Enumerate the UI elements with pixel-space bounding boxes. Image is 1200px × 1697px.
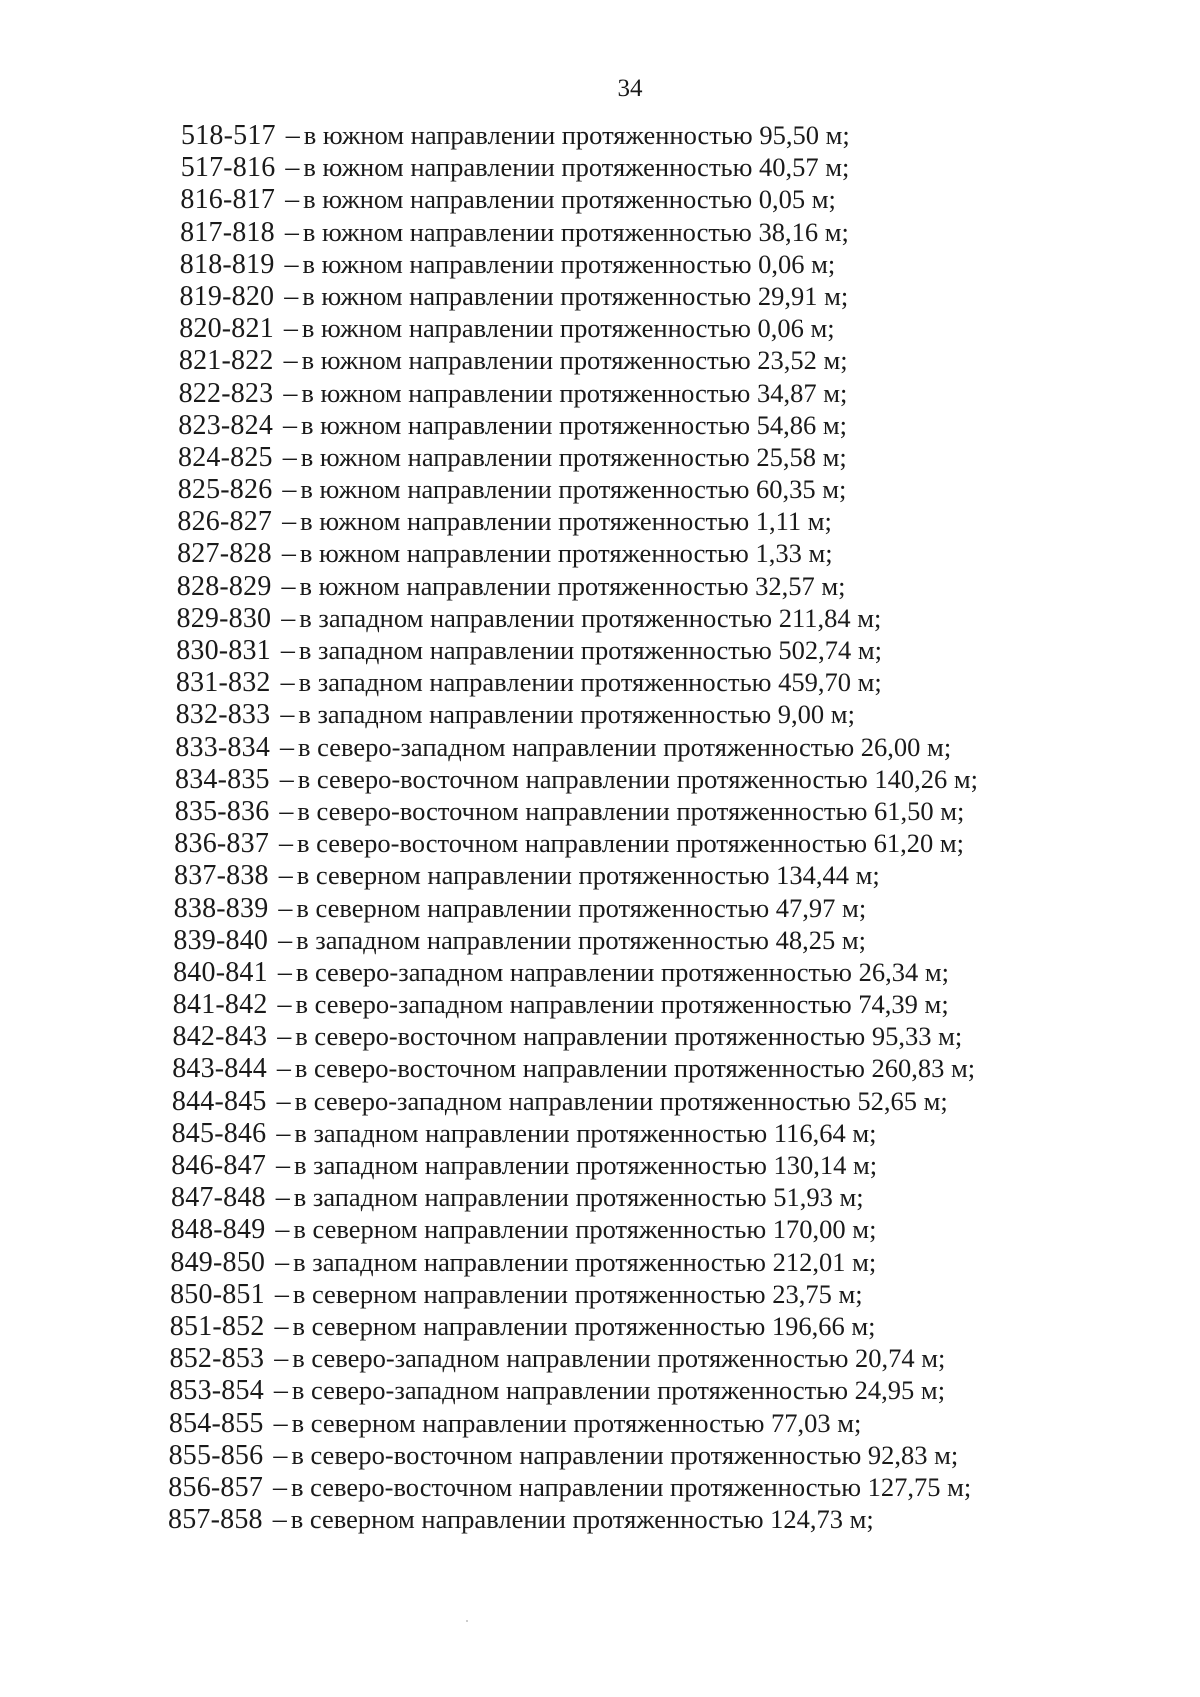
- segment-description: в северо-западном направлении протяженностью 52,65 м;: [294, 1085, 948, 1116]
- segment-row: [0, 1117, 1200, 1149]
- segment-description: в южном направлении протяженностью 1,33 м;: [299, 538, 833, 569]
- segment-row: [0, 1503, 1200, 1535]
- segment-id: 518-517: [181, 120, 276, 151]
- segment-id: 517-816: [180, 152, 276, 184]
- segment-description: в южном направлении протяженностью 40,57 м;: [303, 152, 850, 183]
- segment-row: [0, 1439, 1200, 1471]
- segment-description: в западном направлении протяженностью 130,14 м;: [294, 1150, 878, 1180]
- segment-id: 854-855: [168, 1407, 264, 1439]
- segment-row: [0, 537, 1200, 569]
- segment-row: [0, 119, 1200, 151]
- segment-row: [0, 698, 1200, 730]
- segment-description: в северо-восточном направлении протяженностью 61,50 м;: [297, 795, 965, 826]
- segment-description: в северо-восточном направлении протяженностью 92,83 м;: [291, 1439, 959, 1470]
- dash-separator: –: [273, 1439, 288, 1471]
- page-number: 34: [617, 75, 643, 102]
- segment-row: [0, 183, 1200, 215]
- segment-id: 847-848: [171, 1182, 266, 1214]
- segment-description: в северном направлении протяженностью 47,97 м;: [296, 892, 867, 923]
- segment-row: [0, 570, 1200, 602]
- segment-id: 842-843: [172, 1021, 268, 1053]
- segment-description: в северо-восточном направлении протяженностью 95,33 м;: [295, 1021, 963, 1052]
- segment-id: 853-854: [169, 1375, 264, 1407]
- segment-description: в северо-западном направлении протяженностью 26,00 м;: [298, 731, 952, 762]
- segment-id: 844-845: [171, 1085, 267, 1117]
- segment-id: 830-831: [176, 635, 271, 666]
- segment-row: [0, 344, 1200, 376]
- segment-row: [0, 1278, 1200, 1310]
- segment-row: [0, 795, 1200, 827]
- segment-id: 841-842: [172, 989, 268, 1021]
- segment-id: 839-840: [173, 924, 269, 956]
- dash-separator: –: [277, 1021, 292, 1053]
- segment-description: в южном направлении протяженностью 25,58 м;: [300, 441, 847, 472]
- dash-separator: –: [279, 763, 294, 795]
- dash-separator: –: [273, 1407, 288, 1439]
- dash-separator: –: [279, 795, 294, 827]
- segment-row: [0, 1407, 1200, 1439]
- segment-id: 852-853: [169, 1343, 265, 1375]
- segment-description: в западном направлении протяженностью 211,84 м;: [299, 602, 882, 633]
- segment-row: [0, 666, 1200, 698]
- segment-description: в северном направлении протяженностью 77,03 м;: [291, 1407, 862, 1438]
- segment-description: в южном направлении протяженностью 34,87 м;: [301, 377, 848, 408]
- segment-row: [0, 151, 1200, 183]
- segment-id: 817-818: [180, 216, 275, 248]
- segment-id: 833-834: [175, 731, 271, 763]
- segment-id: 835-836: [174, 795, 270, 827]
- dash-separator: –: [281, 570, 296, 602]
- dash-separator: –: [278, 860, 293, 892]
- segment-description: в западном направлении протяженностью 459,70 м;: [298, 667, 882, 698]
- dash-separator: –: [275, 1246, 290, 1278]
- segment-id: 840-841: [173, 956, 268, 988]
- segment-id: 851-852: [169, 1310, 265, 1342]
- segment-id: 827-828: [177, 538, 272, 570]
- dash-separator: –: [284, 280, 299, 312]
- segment-row: [0, 377, 1200, 409]
- segment-row: [0, 634, 1200, 666]
- dash-separator: –: [272, 1504, 287, 1536]
- dash-separator: –: [274, 1278, 289, 1310]
- segment-description: в южном направлении протяженностью 54,86 м;: [301, 409, 848, 440]
- dash-separator: –: [284, 248, 299, 280]
- dash-separator: –: [278, 924, 293, 956]
- segment-description: в южном направлении протяженностью 29,91 м;: [302, 280, 849, 311]
- segment-description: в северо-западном направлении протяженностью 74,39 м;: [295, 989, 949, 1020]
- dash-separator: –: [277, 956, 292, 988]
- dash-separator: –: [281, 538, 296, 570]
- segment-id: 818-819: [179, 248, 275, 280]
- segment-description: в южном направлении протяженностью 23,52 м;: [301, 345, 848, 376]
- dash-separator: –: [280, 635, 295, 666]
- segment-id: 855-856: [168, 1439, 264, 1471]
- segment-row: [0, 827, 1200, 859]
- segment-id: 836-837: [174, 828, 270, 860]
- segment-description: в северном направлении протяженностью 170,00 м;: [293, 1214, 877, 1245]
- segment-description: в западном направлении протяженностью 48,25 м;: [296, 924, 866, 955]
- dash-separator: –: [283, 409, 298, 441]
- segment-id: 843-844: [172, 1053, 267, 1085]
- segment-id: 822-823: [178, 377, 274, 409]
- dash-separator: –: [283, 313, 298, 345]
- dash-separator: –: [275, 1214, 290, 1246]
- dash-separator: –: [284, 216, 299, 248]
- segment-row: [0, 859, 1200, 891]
- segment-id: 824-825: [178, 441, 273, 473]
- dash-separator: –: [273, 1375, 288, 1407]
- segment-row: [0, 1310, 1200, 1342]
- segment-description: в южном направлении протяженностью 60,35 м;: [300, 474, 847, 505]
- segment-row: [0, 409, 1200, 441]
- dash-separator: –: [276, 1117, 291, 1149]
- segment-description: в западном направлении протяженностью 9,00 м;: [298, 699, 855, 730]
- segment-row: [0, 1471, 1200, 1503]
- dash-separator: –: [278, 892, 293, 924]
- dash-separator: –: [275, 1182, 290, 1214]
- segment-description: в северном направлении протяженностью 23,75 м;: [292, 1278, 863, 1309]
- segment-id: 816-817: [180, 184, 276, 216]
- segment-row: [0, 1246, 1200, 1278]
- segment-description: в северо-восточном направлении протяженностью 61,20 м;: [297, 828, 964, 859]
- segment-id: 834-835: [175, 763, 270, 795]
- segment-description: в западном направлении протяженностью 502,74 м;: [298, 635, 883, 665]
- segment-id: 823-824: [178, 409, 274, 441]
- dash-separator: –: [283, 377, 298, 409]
- segment-id: 857-858: [168, 1504, 263, 1536]
- segment-row: [0, 505, 1200, 537]
- segment-id: 849-850: [170, 1246, 266, 1278]
- segment-id: 831-832: [175, 667, 271, 699]
- dash-separator: –: [276, 1085, 291, 1117]
- dash-separator: –: [280, 667, 295, 699]
- segment-description: в южном направлении протяженностью 32,57 м;: [299, 570, 846, 601]
- segment-id: 848-849: [170, 1214, 266, 1246]
- segment-row: [0, 602, 1200, 634]
- segment-description: в северо-западном направлении протяженностью 26,34 м;: [295, 956, 949, 987]
- dash-separator: –: [282, 474, 297, 506]
- segment-row: [0, 216, 1200, 248]
- segment-id: 837-838: [174, 860, 269, 892]
- dash-separator: –: [281, 602, 296, 634]
- boundary-segment-list: [0, 119, 1200, 1535]
- segment-id: 850-851: [170, 1278, 265, 1310]
- segment-description: в южном направлении протяженностью 95,50 м;: [303, 120, 850, 150]
- dash-separator: –: [285, 152, 300, 184]
- scan-speck: [466, 1620, 468, 1622]
- segment-row: [0, 1085, 1200, 1117]
- segment-description: в северном направлении протяженностью 124,73 м;: [290, 1504, 874, 1535]
- segment-description: в южном направлении протяженностью 0,06 м;: [302, 248, 836, 279]
- dash-separator: –: [273, 1471, 288, 1503]
- segment-row: [0, 1374, 1200, 1406]
- segment-description: в северо-западном направлении протяженностью 20,74 м;: [292, 1343, 946, 1374]
- dash-separator: –: [276, 1150, 291, 1181]
- segment-row: [0, 1181, 1200, 1213]
- segment-row: [0, 1213, 1200, 1245]
- segment-row: [0, 248, 1200, 280]
- segment-id: 826-827: [177, 506, 273, 538]
- segment-row: [0, 924, 1200, 956]
- segment-id: 838-839: [173, 892, 269, 924]
- segment-description: в южном направлении протяженностью 0,06 м;: [301, 313, 835, 344]
- segment-description: в южном направлении протяженностью 1,11 м;: [300, 506, 832, 537]
- dash-separator: –: [279, 828, 294, 860]
- segment-description: в северном направлении протяженностью 196,66 м;: [292, 1310, 876, 1341]
- dash-separator: –: [285, 120, 300, 151]
- segment-id: 829-830: [176, 602, 272, 634]
- segment-row: [0, 441, 1200, 473]
- segment-id: 825-826: [177, 474, 273, 506]
- segment-description: в южном направлении протяженностью 0,05 м;: [303, 184, 836, 215]
- segment-description: в северо-восточном направлении протяженностью 260,83 м;: [294, 1053, 976, 1084]
- segment-description: в северном направлении протяженностью 134,44 м;: [296, 860, 880, 891]
- segment-id: 856-857: [168, 1471, 264, 1503]
- segment-row: [0, 763, 1200, 795]
- segment-row: [0, 1149, 1200, 1181]
- dash-separator: –: [280, 699, 295, 731]
- segment-row: [0, 1052, 1200, 1084]
- segment-row: [0, 473, 1200, 505]
- dash-separator: –: [282, 506, 297, 538]
- segment-row: [0, 312, 1200, 344]
- dash-separator: –: [274, 1310, 289, 1342]
- segment-description: в северо-восточном направлении протяженностью 127,75 м;: [291, 1471, 972, 1502]
- segment-id: 845-846: [171, 1117, 267, 1149]
- segment-id: 819-820: [179, 280, 275, 312]
- segment-row: [0, 731, 1200, 763]
- segment-id: 828-829: [176, 570, 272, 602]
- dash-separator: –: [276, 1053, 291, 1085]
- dash-separator: –: [285, 184, 300, 216]
- dash-separator: –: [280, 731, 295, 763]
- segment-id: 832-833: [175, 699, 271, 731]
- segment-id: 821-822: [178, 345, 274, 377]
- segment-description: в западном направлении протяженностью 51,93 м;: [293, 1182, 864, 1213]
- segment-row: [0, 280, 1200, 312]
- dash-separator: –: [274, 1343, 289, 1375]
- dash-separator: –: [282, 441, 297, 473]
- segment-id: 820-821: [179, 313, 274, 345]
- segment-description: в северо-западном направлении протяженностью 24,95 м;: [291, 1375, 946, 1406]
- segment-description: в северо-восточном направлении протяженностью 140,26 м;: [297, 763, 978, 794]
- dash-separator: –: [277, 989, 292, 1021]
- segment-row: [0, 1020, 1200, 1052]
- segment-row: [0, 988, 1200, 1020]
- segment-row: [0, 956, 1200, 988]
- segment-description: в южном направлении протяженностью 38,16 м;: [302, 216, 849, 247]
- dash-separator: –: [283, 345, 298, 377]
- segment-row: [0, 1342, 1200, 1374]
- segment-description: в западном направлении протяженностью 116,64 м;: [294, 1117, 877, 1148]
- segment-description: в западном направлении протяженностью 212,01 м;: [293, 1246, 877, 1277]
- segment-id: 846-847: [171, 1150, 267, 1181]
- segment-row: [0, 892, 1200, 924]
